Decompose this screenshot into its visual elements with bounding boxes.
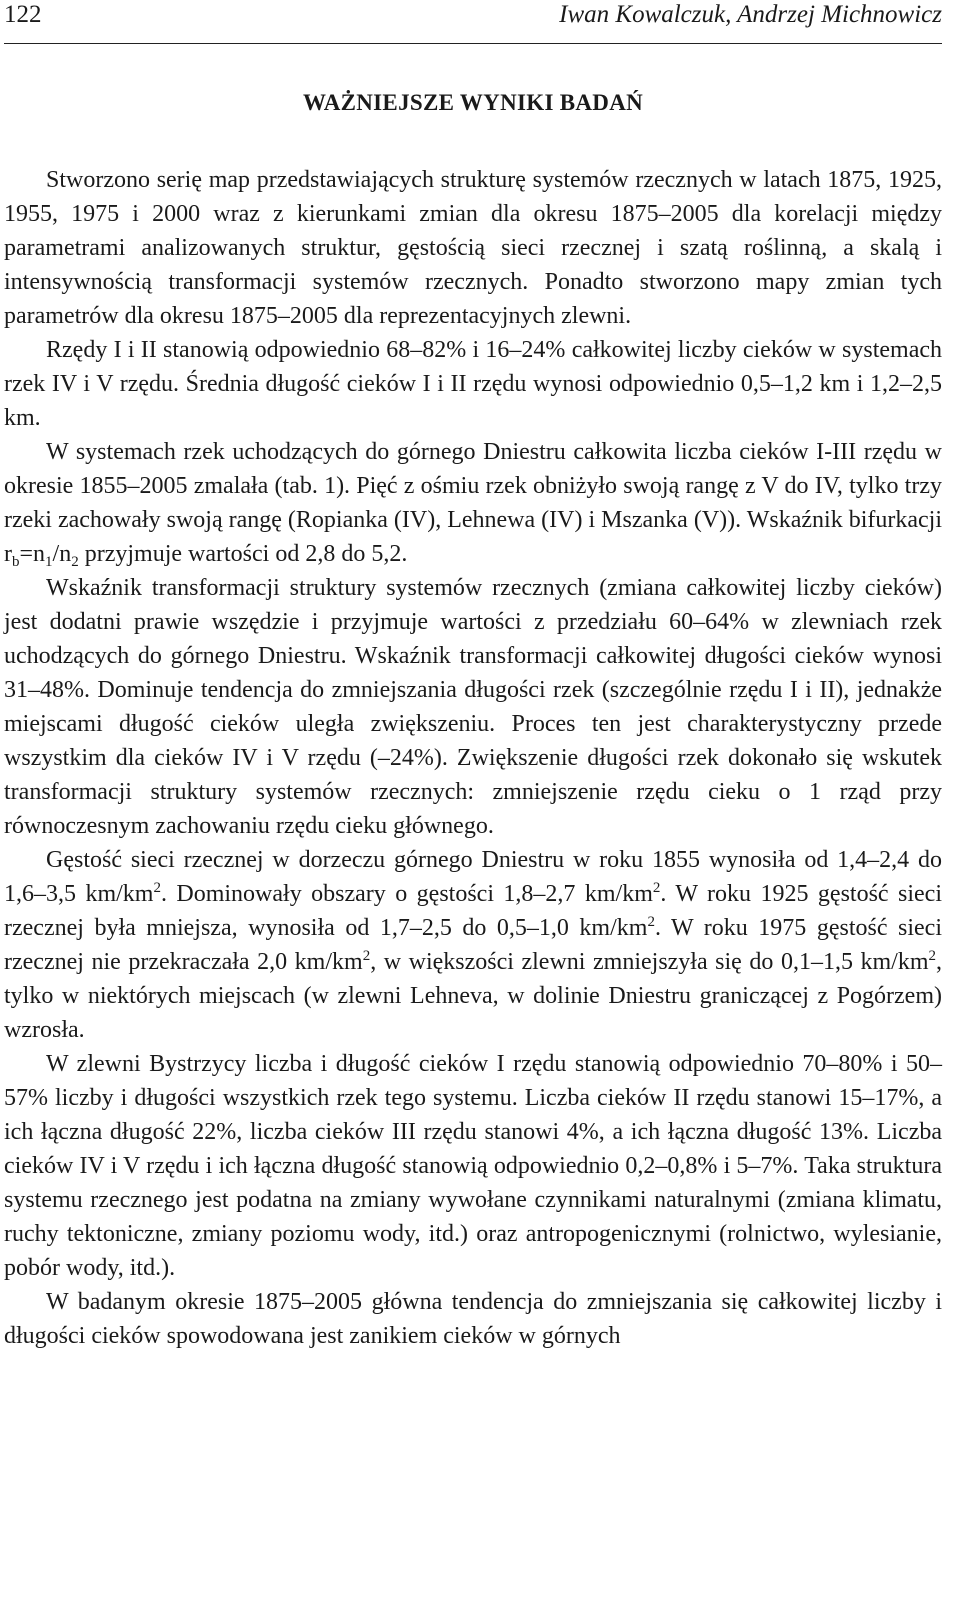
paragraph-7: W badanym okresie 1875–2005 główna tendencja do zmniejszania się całkowitej liczby i długości cieków spowodowana jest zanikiem cieków w górnych (4, 1289, 942, 1349)
paragraph-5-text-f: , tylko w niektórych miejscach (w zlewni Lehneva, w dolinie Dniestru graniczącej z Pogórzem) wzrosła. (4, 949, 942, 1043)
subscript-2: 2 (71, 554, 79, 570)
running-header (4, 0, 942, 40)
paragraph-3-text-d: przyjmuje wartości od 2,8 do 5,2. (78, 541, 408, 567)
superscript-2: 2 (928, 948, 936, 964)
paragraph-3-text-b: =n (19, 541, 46, 567)
paragraph-4: Wskaźnik transformacji struktury systemów rzecznych (zmiana całkowitej liczby cieków) jest dodatni prawie wszędzie i przyjmuje wartości z przedziału 60–64% w zlewniach rzek uchodzących do górnego Dniestru. Wskaźnik transformacji całkowitej długości cieków wynosi 31–48%. Dominuje tendencja do zmniejszania długości rzek (szczególnie rzędu I i II), jednakże miejscami długość cieków uległa zwiększeniu. Proces ten jest charakterystyczny przede wszystkim dla cieków IV i V rzędu (–24%). Zwiększenie długości rzek dokonało się wskutek transformacji struktury systemów rzecznych: zmniejszenie rzędu cieku o 1 rząd przy równoczesnym zachowaniu rzędu cieku głównego. (4, 575, 942, 839)
subscript-1: 1 (45, 554, 53, 570)
paragraph-5-text-d: . W roku 1975 gęstość sieci rzecznej nie przekraczała 2,0 km/km (4, 915, 942, 975)
paragraph-3-text-a: W systemach rzek uchodzących do górnego Dniestru całkowita liczba cieków I-III rzędu w okresie 1855–2005 zmalała (tab. 1). Pięć z ośmiu rzek obniżyło swoją rangę z V do IV, tylko trzy rzeki zachowały swoją rangę (Ropianka (IV), Lehnewa (IV) i Mszanka (V)). Wskaźnik bifurkacji r (4, 439, 942, 567)
superscript-2: 2 (153, 880, 161, 896)
paragraph-5-text-a: Gęstość sieci rzecznej w dorzeczu górnego Dniestru w roku 1855 wynosiła od 1,4–2,4 do 1,6–3,5 km/km (4, 847, 942, 907)
paragraph-1: Stworzono serię map przedstawiających strukturę systemów rzecznych w latach 1875, 1925, 1955, 1975 i 2000 wraz z kierunkami zmian dla okresu 1875–2005 dla korelacji między parametrami analizowanych struktur, gęstością sieci rzecznej i szatą roślinną, a skalą i intensywnością transformacji systemów rzecznych. Ponadto stworzono mapy zmian tych parametrów dla okresu 1875–2005 dla reprezentacyjnych zlewni. (4, 167, 942, 329)
paragraph-5-text-c: . W roku 1925 gęstość sieci rzecznej była mniejsza, wynosiła od 1,7–2,5 do 0,5–1,0 km/km (4, 881, 942, 941)
paragraph-3-text-c: /n (52, 541, 72, 567)
superscript-2: 2 (362, 948, 371, 964)
body-text (4, 163, 942, 1353)
paragraph-6: W zlewni Bystrzycy liczba i długość cieków I rzędu stanowią odpowiednio 70–80% i 50–57% liczby i długości wszystkich rzek tego systemu. Liczba cieków II rzędu stanowi 15–17%, a ich łączna długość 22%, liczba cieków III rzędu stanowi 4%, a ich łączna długość 13%. Liczba cieków IV i V rzędu i ich łączna długość stanowią odpowiednio 0,2–0,8% i 5–7%. Taka struktura systemu rzecznego jest podatna na zmiany wywołane czynnikami naturalnymi (zmiana klimatu, ruchy tektoniczne, zmiany poziomu wody, itd.) oraz antropogenicznymi (rolnictwo, wylesianie, pobór wody, itd.). (4, 1051, 942, 1281)
page-number: 122 (4, 1, 42, 28)
paragraph-3 (4, 435, 942, 571)
header-authors: Iwan Kowalczuk, Andrzej Michnowicz (559, 1, 942, 28)
paragraph-5-text-b: . Dominowały obszary o gęstości 1,8–2,7 km/km (160, 881, 653, 907)
superscript-2: 2 (652, 880, 661, 896)
subscript-b: b (12, 554, 20, 570)
section-title: WAŻNIEJSZE WYNIKI BADAŃ (302, 90, 644, 115)
superscript-2: 2 (647, 914, 655, 930)
header-rule (4, 43, 942, 44)
paragraph-2: Rzędy I i II stanowią odpowiednio 68–82% i 16–24% całkowitej liczby cieków w systemach rzek IV i V rzędu. Średnia długość cieków I i II rzędu wynosi odpowiednio 0,5–1,2 km i 1,2–2,5 km. (4, 337, 942, 431)
paragraph-5-text-e: , w większości zlewni zmniejszyła się do 0,1–1,5 km/km (370, 949, 929, 975)
paragraph-5 (4, 843, 942, 1047)
